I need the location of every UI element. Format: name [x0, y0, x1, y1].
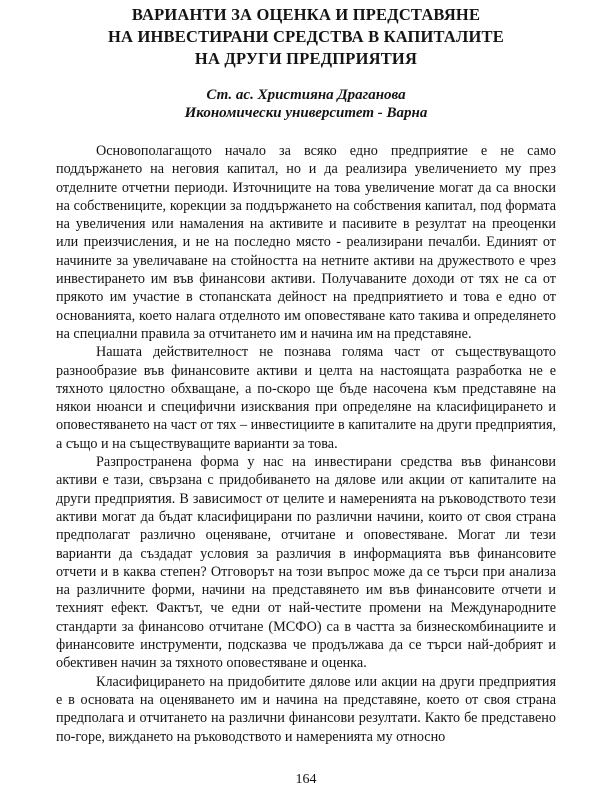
author-name: Ст. ас. Християна Драганова [206, 87, 406, 103]
paragraph: Основополагащото начало за всяко едно предприятие е не само поддържането на неговия капитал, но и да реализира увеличението му през отделните отчетни периоди. Източниците на това увеличение могат да са вноски на собствениците, корекции за поддържането на собствения капитал, под формата на увеличения или намаления на активите и пасивите в резултат на преоценки или преизчисления, и не на последно място - реализирани печалби. Единият от начините за увеличаване на стойността на нетните активи на дружеството е чрез инвестирането им във финансови активи. Получаваните доходи от тях не са от прякото им участие в стопанската дейност на предприятието и това е едно от основанията, което налага отделното им оповестяване като такива и определянето на специални правила за отчитането им и начина им на представяне. [56, 143, 556, 342]
paragraph: Нашата действителност не познава голяма част от съществуващото разнообразие във финансовите активи и целта на настоящата разработка не е тяхното цялостно обхващане, а по-скоро ще бъде насочена към представяне на някои нюанси и специфични изисквания при определяне на класифицирането и оповестяването на част от тях – инвестициите в капиталите на други предприятия, а също и на съществуващите варианти за това. [56, 344, 557, 452]
article-title [56, 0, 556, 70]
paragraph: Класифицирането на придобитите дялове или акции на други предприятия е в основата на оценяването им и начина на представяне, което от своя страна предполага и отчитането на различни финансови резултати. Както бе представено по-горе, виждането на ръководството и намеренията му относно [56, 673, 556, 745]
title-line: ВАРИАНТИ ЗА ОЦЕНКА И ПРЕДСТАВЯНЕ [131, 5, 481, 24]
title-line: НА ДРУГИ ПРЕДПРИЯТИЯ [194, 49, 418, 68]
document-page [56, 0, 556, 800]
page-number: 164 [295, 772, 317, 787]
author-block [56, 86, 556, 122]
title-line: НА ИНВЕСТИРАНИ СРЕДСТВА В КАПИТАЛИТЕ [108, 27, 504, 46]
paragraph: Разпространена форма у нас на инвестирани средства във финансови активи е тази, свързана с придобиването на дялове или акции от капиталите на други предприятия. В зависимост от целите и намеренията на ръководството тези активи могат да бъдат класифицирани по различни начини, които от своя страна предполагат различно оценяване, отчитане и оповестяване. Могат ли тези варианти да създадат условия за различия в информацията във финансовите отчети и в каква степен? Отговорът на този въпрос може да се търси при анализа на различните форми, начини на представянето им във финансовите отчети и техният ефект. Фактът, че едни от най-честите промени на Международните стандарти за финансово отчитане (МСФО) са в частта за бизнескомбинациите и финансовите инструменти, подсказва че продължава да се търси най-добрият и обективен начин за тяхното оповестяване и оценка. [56, 454, 556, 672]
article-body [56, 142, 556, 746]
author-affiliation: Икономически университет - Варна [184, 105, 428, 121]
